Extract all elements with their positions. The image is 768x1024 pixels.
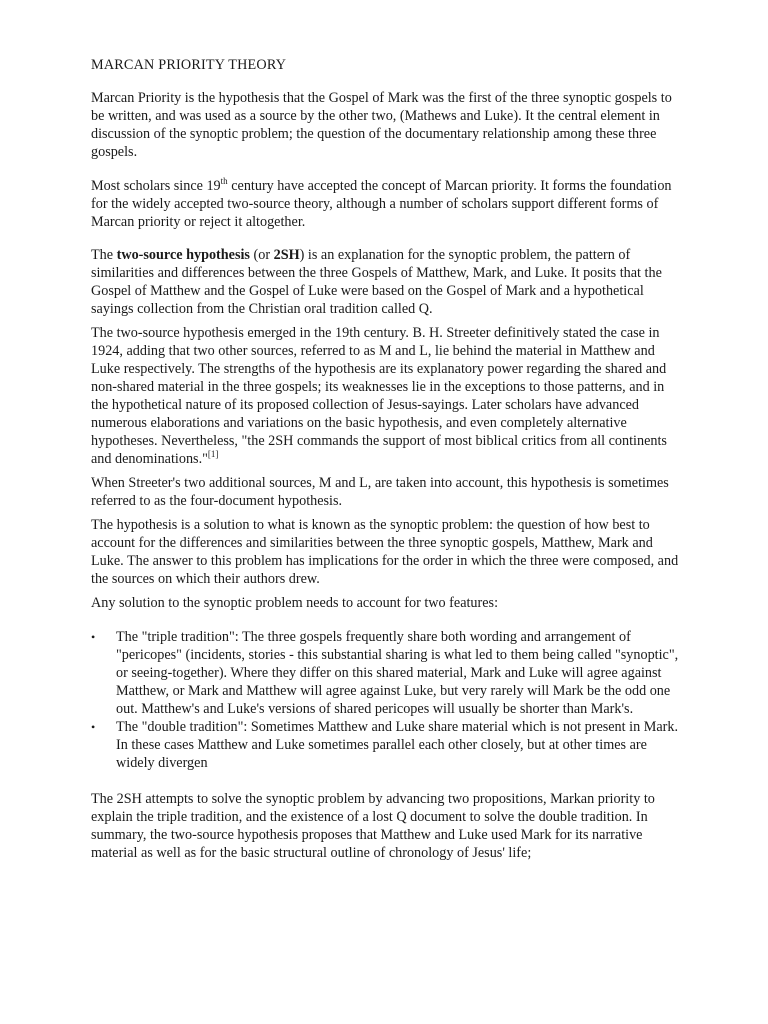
features-list xyxy=(91,628,681,772)
text-run: The two-source hypothesis emerged in the 19th century. B. H. Streeter definitively stated the case in 1924, adding that two other sources, referred to as M and L, lie behind the material in Matthew and Luke respectively. The strengths of the hypothesis are its explanatory power regarding the shared and non-shared material in the three gospels; its weaknesses lie in the exceptions to those patterns, and in the hypothetical nature of its proposed collection of Jesus-sayings. Later scholars have advanced numerous elaborations and variations on the basic hypothesis, and even completely alternative hypotheses. Nevertheless, "the 2SH commands the support of most biblical critics from all continents and denominations." xyxy=(91,325,667,467)
paragraph-two-source-hypothesis xyxy=(91,246,681,318)
paragraph-2sh-summary: The 2SH attempts to solve the synoptic problem by advancing two propositions, Markan priority to explain the triple tradition, and the existence of a lost Q document to solve the double tradition. In summary, the two-source hypothesis proposes that Matthew and Luke used Mark for its narrative material as well as for the basic structural outline of chronology of Jesus' life; xyxy=(91,791,655,861)
list-item-text: The "double tradition": Sometimes Matthew and Luke share material which is not present in Mark. In these cases Matthew and Luke sometimes parallel each other closely, but at other times are widely divergen xyxy=(116,719,678,771)
superscript-th: th xyxy=(220,176,228,186)
text-run: century have accepted the concept of Marcan priority. It forms the foundation for the widely accepted two-source theory, although a number of scholars support different forms of Marcan priority or reject it altogether. xyxy=(91,178,672,230)
bold-term-two-source-hypothesis: two-source hypothesis xyxy=(116,247,250,263)
list-item-triple-tradition xyxy=(91,628,681,718)
document-title: MARCAN PRIORITY THEORY xyxy=(91,57,287,73)
list-item-text: The "triple tradition": The three gospels frequently share both wording and arrangement of "pericopes" (incidents, stories - this substantial sharing is what led to them being called "synoptic", or seeing-together). Where they differ on this shared material, Mark and Luke will agree against Matthew, or Mark and Matthew will agree against Luke, but very rarely will Mark be the odd one out. Matthew's and Luke's versions of shared pericopes will usually be shorter than Mark's. xyxy=(116,629,679,717)
list-item-double-tradition xyxy=(91,718,681,772)
paragraph-marcan-priority-definition: Marcan Priority is the hypothesis that the Gospel of Mark was the first of the three synoptic gospels to be written, and was used as a source by the other two, (Mathews and Luke). It the central element in discussion of the synoptic problem; the question of the documentary relationship among these three gospels. xyxy=(91,90,672,160)
bullet-glyph: • xyxy=(91,630,96,644)
paragraph-scholars-consensus xyxy=(91,177,681,231)
text-run: ) is an explanation for the synoptic problem, the pattern of similarities and differences between the three Gospels of Matthew, Mark, and Luke. It posits that the Gospel of Matthew and the Gospel of Luke were based on the Gospel of Mark and a hypothetical sayings collection from the Christian oral tradition called Q. xyxy=(91,247,662,317)
text-run: The xyxy=(91,247,117,263)
text-run: (or xyxy=(249,247,274,263)
text-run: Most scholars since 19 xyxy=(91,178,221,194)
bold-term-2sh: 2SH xyxy=(273,247,300,263)
document-page xyxy=(91,56,681,862)
paragraph-streeter-history xyxy=(91,324,681,468)
footnote-ref-1[interactable]: [1] xyxy=(207,449,219,459)
paragraph-four-document-hypothesis: When Streeter's two additional sources, M and L, are taken into account, this hypothesis is sometimes referred to as the four-document hypothesis. xyxy=(91,475,669,509)
paragraph-synoptic-problem: The hypothesis is a solution to what is known as the synoptic problem: the question of how best to account for the differences and similarities between the three synoptic gospels, Matthew, Mark and Luke. The answer to this problem has implications for the order in which the three were composed, and the sources on which their authors drew. xyxy=(91,517,679,587)
paragraph-two-features-intro: Any solution to the synoptic problem needs to account for two features: xyxy=(91,595,499,611)
bullet-glyph: • xyxy=(91,720,96,734)
